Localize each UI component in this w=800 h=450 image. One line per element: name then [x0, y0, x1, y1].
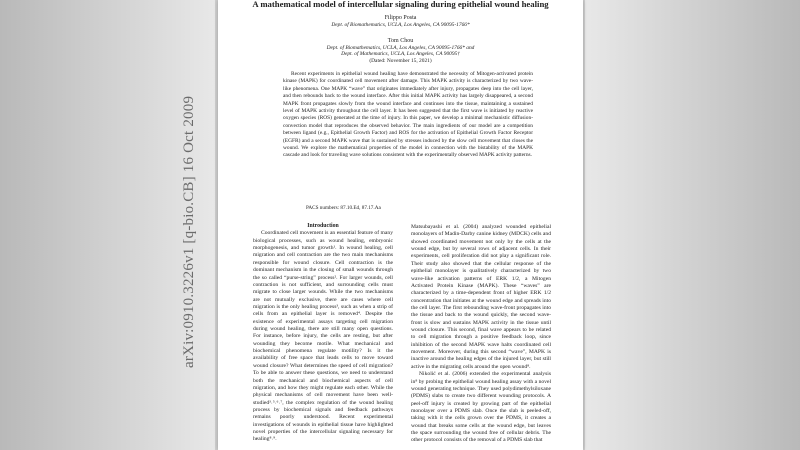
paper-title: A mathematical model of intercellular signaling during epithelial wound healing [252, 0, 549, 9]
section-heading: Introduction [307, 223, 339, 229]
paragraph: Matsubayashi et al. (2004) analyzed wounded epithelial monolayers of Madin-Darby canine kidney (MDCK) cells and showed coordinated movement not only by the cells at the wound edge, but by several rows of adjacent cells. In their experiments, cell proliferation did not play a significant role. Their study also showed that the cellular response of the epithelial monolayer is qualitatively characterized by two wave-like activation patterns of ERK 1/2, a Mitogen Activated Protein Kinase (MAPK). These “waves” are characterized by a time-dependent front of higher ERK 1/2 concentration that initiates at the wound edge and spreads into the cell layer. The first rebounding wave-front propagates into the tissue and back to the wound quickly, the second wave-front is slow and sustains MAPK activity in the tissue until wound closure. This second, final wave appears to be related to cell migration through a positive feedback loop, since inhibition of the second MAPK wave halts coordinated cell movement. Moreover, during this second “wave”, MAPK is inactive around the healing edges of the injured layer, but still active in the migrating cells around the open wound⁸. [411, 224, 551, 370]
right-margin [585, 0, 800, 450]
arxiv-stamp: arXiv:0910.3226v1 [q-bio.CB] 16 Oct 2009 [181, 95, 197, 368]
author-block-1 [218, 15, 583, 28]
author-block-2 [218, 38, 583, 64]
left-column [253, 223, 393, 444]
author-affiliation: Dept. of Biomathematics, UCLA, Los Angeles, CA 90095-1766* and [326, 44, 475, 51]
author-affiliation: Dept. of Biomathematics, UCLA, Los Angeles, CA 90095-1766* [331, 21, 470, 28]
paper-page [218, 0, 583, 450]
author-name: Tom Chou [387, 38, 414, 44]
paragraph: Nikolić et al. (2006) extended the experimental analysis in⁸ by probing the epithelial wound healing assay with a novel wound generating technique. They used polydimethylsiloxane (PDMS) slabs to create two different wounding protocols. A peel-off injury is created by growing part of the epithelial monolayer over a PDMS slab. Once the slab is peeled-off, taking with it the cells grown over the PDMS, it creates a wound that breaks some cells at the wound edge, but leaves the space surrounding the wound free of cellular debris. The other protocol consists of the removal of a PDMS slab that [411, 371, 551, 444]
abstract: Recent experiments in epithelial wound healing have demonstrated the necessity of Mitogen-activated protein kinase (MAPK) for coordinated cell movement after damage. This MAPK activity is characterized by two wave-like phenomena. One MAPK “wave” that originates immediately after injury, propagates deep into the cell layer, and then rebounds back to the wound interface. After this initial MAPK activity has largely disappeared, a second MAPK front propagates slowly from the wound interface and continues into the tissue, maintaining a sustained level of MAPK activity throughout the cell layer. It has been suggested that the first wave is initiated by reactive oxygen species (ROS) generated at the time of injury. In this paper, we develop a minimal mechanistic diffusion-convection model that reproduces the observed behavior. The main ingredients of our model are a competition between ligand (e.g., Epithelial Growth Factor) and ROS for the activation of Epithelial Growth Factor Receptor (EGFR) and a second MAPK wave that is sustained by stresses induced by the slow cell movement that closes the wound. We explore the mathematical properties of the model in connection with the bistability of the MAPK cascade and look for traveling wave solutions consistent with the experimentally observed MAPK activity patterns. [283, 71, 533, 159]
dated-line: (Dated: November 15, 2021) [369, 57, 432, 64]
author-affiliation: Dept. of Mathematics, UCLA, Los Angeles, CA 90095† [341, 51, 460, 58]
pacs-numbers: PACS numbers: 87.10.Ed, 87.17.Aa [306, 205, 381, 211]
right-column [411, 224, 551, 445]
paragraph: Coordinated cell movement is an essential feature of many biological processes, such as wound healing, embryonic morphogenesis, and tumor growth¹. In wound healing, cell migration and cell contraction are the two main mechanisms responsible for wound closure. Cell contraction is the dominant mechanism in the closing of small wounds through the so called “purse-string” process². For larger wounds, cell contraction is not sufficient, and surrounding cells must migrate to close larger wounds. While the two mechanisms are not mutually exclusive, there are cases where cell migration is the only healing process³, such as when a strip of cells from an epithelial layer is removed⁴. Despite the existence of experimental assays targeting cell migration during wound healing, there are still many open questions. For instance, before injury, the cells are resting, but after wounding they become motile. What mechanical and biochemical phenomena regulate motility? Is it the availability of free space that leads cells to move toward wound closure? What determines the speed of cell migration? To be able to answer these questions, we need to understand both the mechanical and biochemical aspects of cell migration, and how they might regulate each other. While the physical mechanisms of cell movement have been well-studied³˒⁵˒⁶˒⁷, the complex regulation of the wound healing process by biochemical signals and feedback pathways remains poorly understood. Recent experimental investigations of wounds in epithelial tissue have highlighted novel properties of the intercellular signaling necessary for healing⁸˒⁹. [253, 230, 393, 443]
author-name: Filippo Posta [384, 15, 417, 21]
